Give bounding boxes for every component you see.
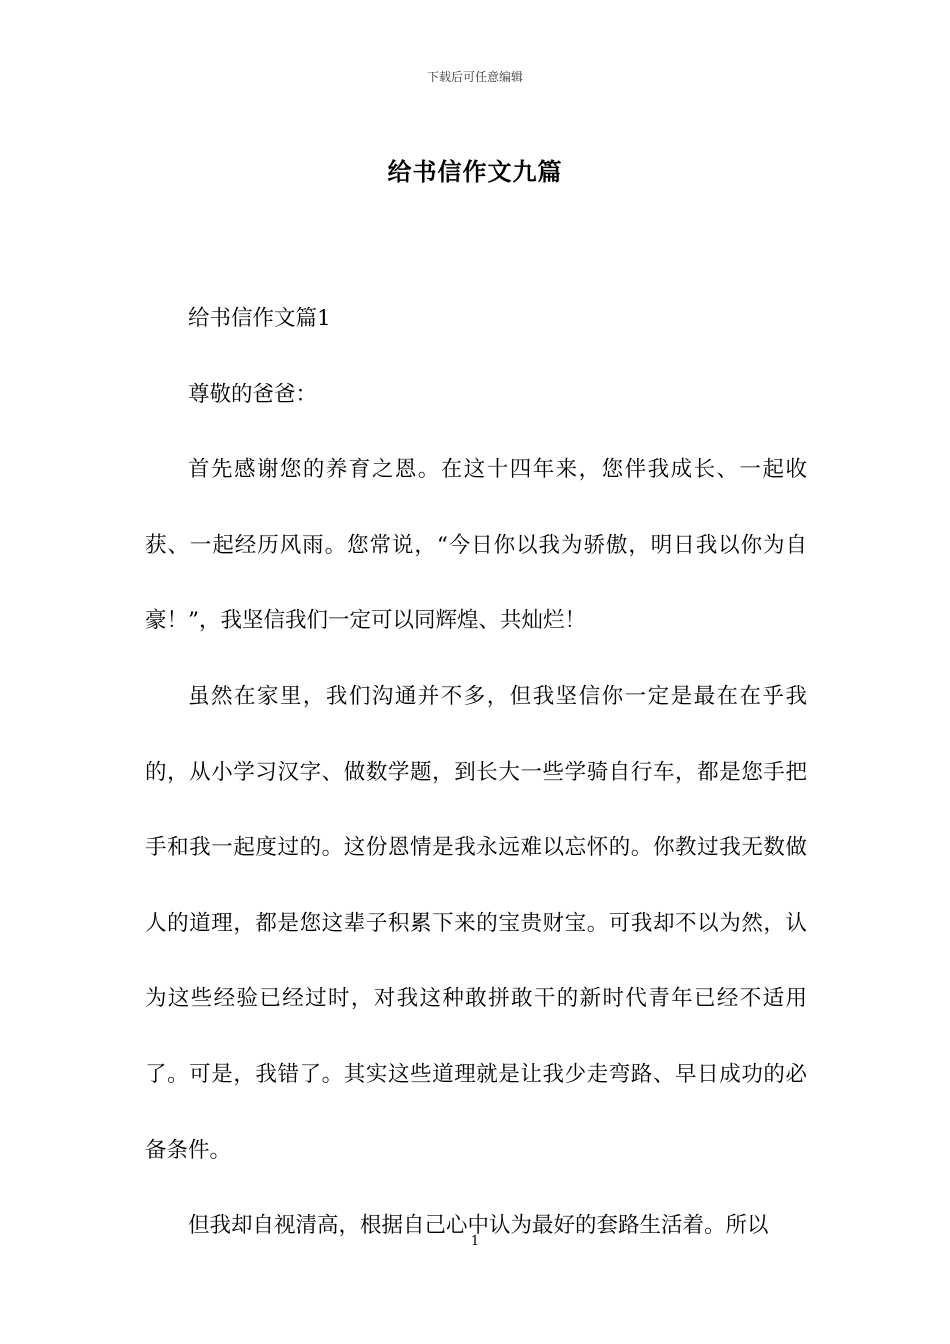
document-title: 给书信作文九篇 (387, 157, 563, 186)
letter-salutation: 尊敬的爸爸： (188, 381, 318, 407)
body-paragraph: 但我却自视清高，根据自己心中认为最好的套路生活着。所以 (188, 1213, 769, 1239)
body-paragraph: 首先感谢您的养育之恩。在这十四年来，您伴我成长、一起收获、一起经历风雨。您常说，“今日你以我为骄傲，明日我以你为自豪！”，我坚信我们一定可以同辉煌、共灿烂！ (145, 457, 807, 634)
page-number: 1 (470, 1234, 480, 1249)
section-heading: 给书信作文篇1 (188, 306, 331, 331)
body-paragraph: 虽然在家里，我们沟通并不多，但我坚信你一定是最在在乎我的，从小学习汉字、做数学题，到长大一些学骑自行车，都是您手把手和我一起度过的。这份恩情是我永远难以忘怀的。你教过我无数做人的道理，都是您这辈子积累下来的宝贵财宝。可我却不以为然，认为这些经验已经过时，对我这种敢拼敢干的新时代青年已经不适用了。可是，我错了。其实这些道理就是让我少走弯路、早日成功的必备条件。 (145, 683, 807, 1163)
header-note: 下载后可任意编辑 (426, 70, 523, 84)
document-body (145, 281, 807, 1264)
